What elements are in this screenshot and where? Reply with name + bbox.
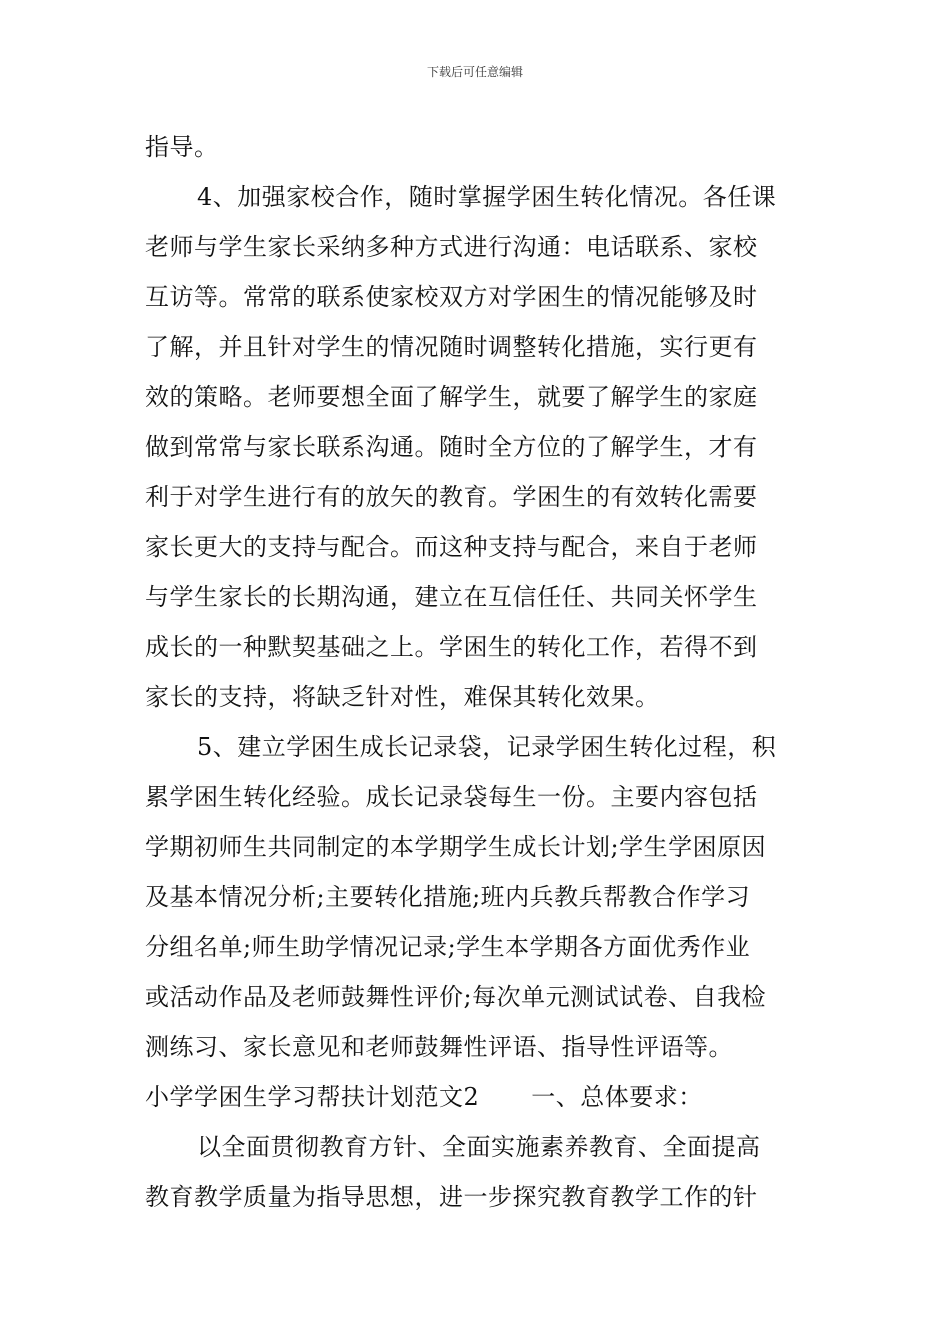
text-line: 成长的一种默契基础之上。学困生的转化工作，若得不到 (145, 633, 758, 661)
text-line: 效的策略。老师要想全面了解学生，就要了解学生的家庭 (145, 383, 758, 411)
text-line: 与学生家长的长期沟通，建立在互信任任、共同关怀学生 (145, 583, 758, 611)
section-subheading: 一、总体要求： (531, 1083, 703, 1111)
text-line: 或活动作品及老师鼓舞性评价;每次单元测试试卷、自我检 (145, 983, 767, 1011)
text-line: 及基本情况分析;主要转化措施;班内兵教兵帮教合作学习 (145, 883, 751, 911)
text-line: 学期初师生共同制定的本学期学生成长计划;学生学困原因 (145, 833, 767, 861)
section-title: 小学学困生学习帮扶计划范文2 (145, 1083, 480, 1111)
text-line: 家长更大的支持与配合。而这种支持与配合，来自于老师 (145, 533, 758, 561)
document-body (145, 122, 807, 1222)
paragraph-5-start: 5、建立学困生成长记录袋，记录学困生转化过程，积 (197, 733, 777, 761)
text-line: 利于对学生进行有的放矢的教育。学困生的有效转化需要 (145, 483, 758, 511)
text-line: 做到常常与家长联系沟通。随时全方位的了解学生，才有 (145, 433, 758, 461)
text-line: 测练习、家长意见和老师鼓舞性评语、指导性评语等。 (145, 1033, 733, 1061)
text-line: 指导。 (145, 133, 219, 161)
text-line: 互访等。常常的联系使家校双方对学困生的情况能够及时 (145, 283, 758, 311)
text-line: 了解，并且针对学生的情况随时调整转化措施，实行更有 (145, 333, 758, 361)
text-line: 老师与学生家长采纳多种方式进行沟通：电话联系、家校 (145, 233, 758, 261)
page-header: 下载后可任意编辑 (426, 65, 523, 79)
paragraph-start: 以全面贯彻教育方针、全面实施素养教育、全面提高 (197, 1133, 761, 1161)
section-heading-line (145, 1072, 807, 1122)
text-line: 分组名单;师生助学情况记录;学生本学期各方面优秀作业 (145, 933, 751, 961)
text-line: 累学困生转化经验。成长记录袋每生一份。主要内容包括 (145, 783, 758, 811)
text-line: 教育教学质量为指导思想，进一步探究教育教学工作的针 (145, 1183, 758, 1211)
text-line: 家长的支持，将缺乏针对性，难保其转化效果。 (145, 683, 660, 711)
paragraph-4-start: 4、加强家校合作，随时掌握学困生转化情况。各任课 (197, 183, 777, 211)
